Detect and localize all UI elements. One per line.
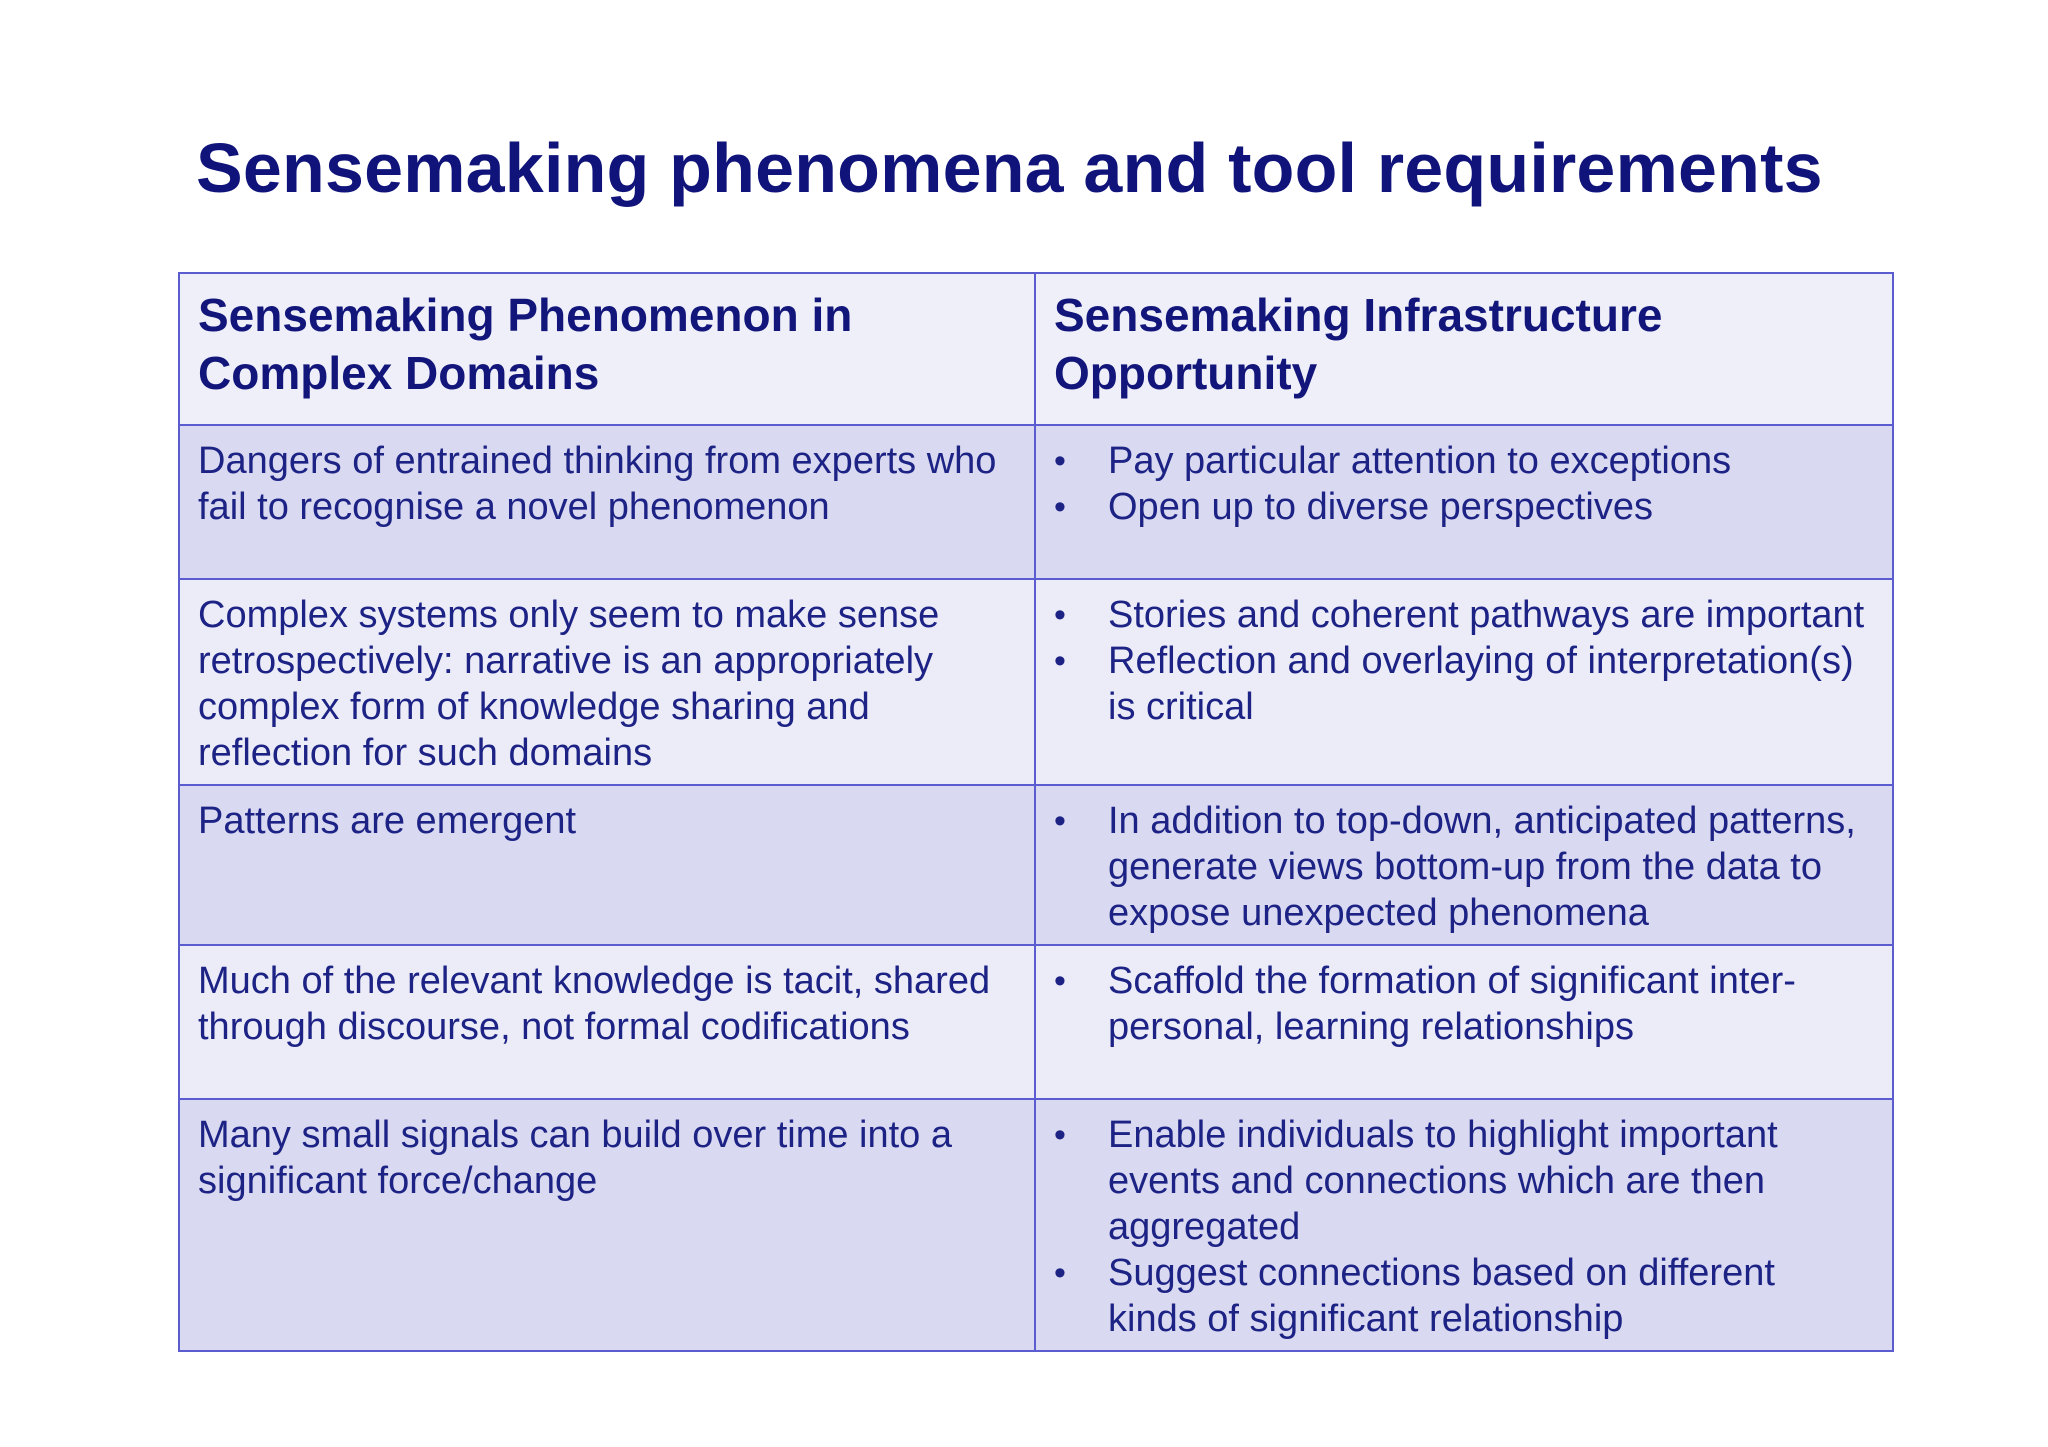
- list-item: • In addition to top-down, anticipated patterns, generate views bottom-up from the data to expose unexpected phenomena: [1054, 800, 1856, 934]
- bullet-icon: •: [1054, 1116, 1066, 1154]
- bullet-icon: •: [1054, 642, 1066, 680]
- bullet-icon: •: [1054, 1254, 1066, 1292]
- table-row: [179, 945, 1893, 1099]
- bullet-icon: •: [1054, 442, 1066, 480]
- phenomenon-cell: Complex systems only seem to make sense retrospectively: narrative is an appropriately complex form of knowledge sharing and reflection for such domains: [179, 579, 1035, 785]
- table-row: [179, 579, 1893, 785]
- list-item: • Stories and coherent pathways are important: [1054, 594, 1865, 636]
- requirements-table: [178, 272, 1892, 1352]
- opportunity-cell: [1035, 785, 1893, 945]
- table-row: [179, 785, 1893, 945]
- bullet-icon: •: [1054, 802, 1066, 840]
- opportunity-cell: [1035, 425, 1893, 579]
- list-item: • Open up to diverse perspectives: [1054, 486, 1653, 528]
- table-row: [179, 1099, 1893, 1351]
- bullet-icon: •: [1054, 596, 1066, 634]
- opportunity-list: [1054, 592, 1874, 730]
- opportunity-list: [1054, 958, 1874, 1050]
- list-item: • Scaffold the formation of significant inter-personal, learning relationships: [1054, 960, 1796, 1048]
- opportunity-list: [1054, 798, 1874, 936]
- opportunity-cell: [1035, 1099, 1893, 1351]
- phenomenon-cell: Much of the relevant knowledge is tacit, shared through discourse, not formal codifications: [179, 945, 1035, 1099]
- opportunity-cell: [1035, 579, 1893, 785]
- slide-title: Sensemaking phenomena and tool requirements: [196, 129, 1823, 207]
- bullet-icon: •: [1054, 488, 1066, 526]
- phenomenon-cell: Dangers of entrained thinking from experts who fail to recognise a novel phenomenon: [179, 425, 1035, 579]
- list-item: • Enable individuals to highlight important events and connections which are then aggregated: [1054, 1114, 1778, 1248]
- opportunity-cell: [1035, 945, 1893, 1099]
- column-header-phenomenon: Sensemaking Phenomenon in Complex Domains: [179, 273, 1035, 425]
- phenomenon-cell: Many small signals can build over time into a significant force/change: [179, 1099, 1035, 1351]
- list-item: • Reflection and overlaying of interpretation(s) is critical: [1054, 640, 1854, 728]
- opportunity-list: [1054, 1112, 1874, 1342]
- table-header-row: [179, 273, 1893, 425]
- list-item: • Suggest connections based on different kinds of significant relationship: [1054, 1252, 1775, 1340]
- bullet-icon: •: [1054, 962, 1066, 1000]
- phenomenon-cell: Patterns are emergent: [179, 785, 1035, 945]
- column-header-opportunity: Sensemaking Infrastructure Opportunity: [1035, 273, 1893, 425]
- opportunity-list: [1054, 438, 1874, 530]
- list-item: • Pay particular attention to exceptions: [1054, 440, 1732, 482]
- table-row: [179, 425, 1893, 579]
